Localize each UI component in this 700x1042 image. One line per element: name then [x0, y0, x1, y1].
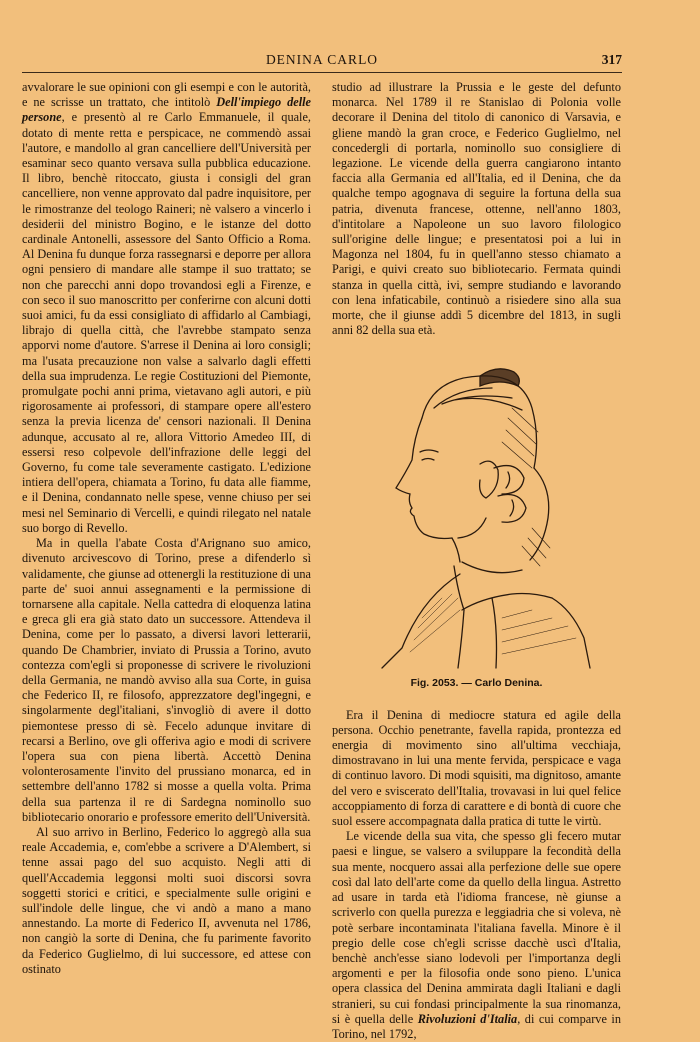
text-run: avvalorare le sue opinioni con gli esempi e con le autorità, e ne scrisse un trattato, che intitolò: [22, 80, 311, 110]
paragraph: [332, 829, 621, 1042]
paragraph: Al suo arrivo in Berlino, Federico lo aggregò alla sua reale Accademia, e, com'ebbe a scrivere a D'Alembert, si tenne assai pago del suo acquisto. Negli atti di quell'Accademia leggonsi molti suoi discorsi sovra soggetti storici e critici, e specialmente sulle origini e sull'indole delle lingue, che vi andò a mano a mano annestando. La morte di Federico II, avvenuta nel 1786, non cangiò la sorte di Denina, che fu parimente favorito da Federico Guglielmo, di lui successore, ed attese con ostinato: [22, 824, 311, 976]
paragraph: Era il Denina di mediocre statura ed agile della persona. Occhio penetrante, favella rapida, prontezza ed energia di movimento sino all'ultima vecchiaja, dimostravano in lui una mente fervida, perspicace e vaga di continuo lavoro. Di modi squisiti, ma dignitoso, amante del vero e sviscerato dell'Italia, trovavasi in lui quel felice accoppiamento di forza di carattere e di bontà di cuore che suol essere accompagnata dalla pratica di tutte le virtù.: [332, 707, 621, 829]
paragraph: studio ad illustrare la Prussia e le geste del defunto monarca. Nel 1789 il re Stanislao di Polonia volle decorare il Denina del titolo di canonico di Varsavia, e gliene mandò la gran croce, e Federico Guglielmo, nel concedergli di portarla, nominollo suo consigliere di legazione. Le vicende della guerra cangiarono intanto faccia alla Germania ed all'Italia, ed il Denina, che da qualche tempo agognava di seguire la fortuna della sua patria, divenuta francese, ottenne, nell'anno 1803, d'intitolare a Napoleone un suo lavoro filologico sull'origine delle lingue; e presentatosi poi a lui in Magonza nel 1804, fu in quell'anno stesso chiamato a Parigi, e quivi creato suo bibliotecario. Fermata quindi stanza in quella città, ivi, sempre studiando e lavorando con lena infaticabile, continuò a risiedere sino alla sua morte, che il giunse addì 5 dicembre del 1813, in sugli anni 82 della sua età.: [332, 80, 621, 338]
left-column: [22, 80, 311, 977]
text-run: Le vicende della sua vita, che spesso gli fecero mutar paesi e lingue, se valsero a sviluppare la fecondità della sua mente, nocquero assai alla perfezione delle sue opere così dal lato dell'arte come da quello della lingua. Astretto ad usare in tarda età l'idioma francese, nè giunse a scriverlo con quella purezza e leggiadria che si voleva, nè potè serbare incontaminata l'italiana favella. Minore è il pregio delle cose ch'egli scrisse dacchè uscì d'Italia, benchè anch'esse siano lodevoli per l'importanza degli argomenti e per la filosofia onde sono pieno. L'unica opera classica del Denina ammirata dagli Italiani e dagli stranieri, su cui fondasi principalmente la sua rinomanza, si è quella delle: [332, 829, 621, 1026]
portrait-figure: [332, 348, 621, 674]
book-title: Dell'impiego delle persone: [22, 95, 311, 125]
paragraph: [22, 80, 311, 536]
portrait-engraving-icon: [362, 348, 592, 674]
book-title: Rivoluzioni d'Italia: [417, 1011, 518, 1026]
text-run: , di cui comparve in Torino, nel 1792,: [332, 1011, 621, 1041]
page-number: 317: [601, 52, 622, 67]
page-header: [22, 50, 622, 72]
paragraph: Ma in quella l'abate Costa d'Arignano suo amico, divenuto arcivescovo di Torino, prese a difenderlo sì validamente, che giunse ad ottenergli la restituzione di una parte de' suoi annui assegnamenti e la permissione di tornarsene alla capitale. Nella cattedra di eloquenza latina e greca gli era già stato dato un successore. Attendeva il Denina, come per lo passato, a diversi lavori letterarii, quando De Chambrier, inviato di Prussia a Torino, avuto contezza com'egli si proponesse di scrivere le rivoluzioni della Germania, ne mandò avviso alla sua Corte, in guisa che Federico II, re filosofo, apprezzatore degl'ingegni, e singolarmente degl'italiani, s'invogliò di avere il dotto piemontese presso di sè. Fecelo adunque invitare di recarsi a Berlino, ove gli offeriva agio e modi di scrivere l'opera sua con piena libertà. Accettò Denina volonterosamente l'invito del prussiano monarca, ed in settembre dell'anno 1782 si mosse a quella volta. Prima della sua partenza il re di Sardegna nominollo suo bibliotecario onorario e professore emerito dell'Università.: [22, 536, 311, 824]
right-column: [332, 80, 621, 1042]
header-rule: [22, 72, 622, 73]
figure-caption: Fig. 2053. — Carlo Denina.: [410, 677, 543, 690]
running-title: DENINA CARLO: [265, 52, 379, 67]
text-run: , e presentò al re Carlo Emmanuele, il quale, dotato di mente retta e perspicace, ne commendò assai l'autore, e mandollo al gran cancelliere dell'Università per esaminar seco quanto versava sulla pubblica educazione. Il libro, benchè ritoccato, giusta i consigli del gran cancelliere, non venne approvato dal padre inquisitore, per le rimostranze del teologo Raineri; nè valsero a vincerlo i desiderii del ministro Bogino, e le istanze del dotto cardinale Antonelli, assessore del Santo Officio a Roma. Al Denina fu dunque forza rassegnarsi e deporre per allora ogni pensiero di mandare alle stampe il suo trattato; se non che parecchi anni dopo trovandosi egli a Firenze, e con seco il suo manoscritto per conferirne con alcuni dotti suoi amici, fu da essi consigliato di affidarlo al Cambiagi, librajo di quella città, che l'avrebbe stampato senza apporvi nome d'autore. S'arrese il Denina ai loro consigli; ma l'usata precauzione non valse a salvarlo dagli effetti della sua imprudenza. Le regie Costituzioni del Piemonte, promulgate pochi anni prima, vietavano agli autori, e più rigorosamente ai professori, di stampare opere all'estero senza la previa licenza de' censori nazionali. Il Denina adunque, accusato al re, allora Vittorio Amedeo III, di essersi reso colpevole dell'infrazione delle leggi del Governo, fu come tale severamente castigato. L'edizione intiera dell'opera, chiamata a Torino, fu data alle fiamme, e il Denina, condannato nelle spese, venne chiuso per sei mesi nel Seminario di Vercelli, e quindi rilegato nel natale suo borgo di Revello.: [22, 110, 311, 535]
